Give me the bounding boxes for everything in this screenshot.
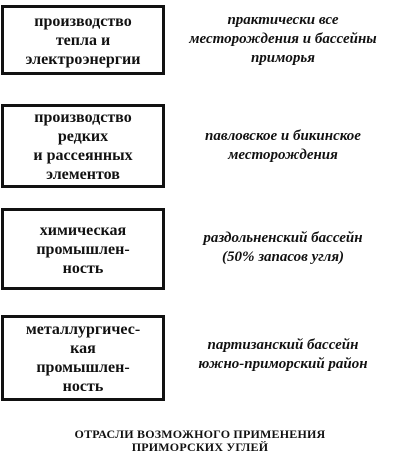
deposits-text-heat-power: практически все месторождения и бассейны приморья [189, 12, 377, 66]
deposits-text-chemical: раздольненский бассейн (50% запасов угля) [203, 230, 363, 265]
diagram-caption: ОТРАСЛИ ВОЗМОЖНОГО ПРИМЕНЕНИЯ ПРИМОРСКИХ УГЛЕЙ [74, 427, 326, 454]
industry-box-metallurgy [1, 315, 165, 401]
industry-label: производство тепла и электроэнергии [25, 12, 141, 68]
industry-box-chemical [1, 208, 165, 290]
industry-label: производство редких и рассеянных элементов [33, 109, 133, 183]
industry-box-heat-power [1, 5, 165, 75]
industry-box-rare-elements [1, 104, 165, 188]
industry-label: металлургичес- кая промышлен- ность [25, 321, 141, 395]
deposits-text-metallurgy: партизанский бассейн южно-приморский район [198, 337, 368, 372]
deposits-text-rare-elements: павловское и бикинское месторождения [205, 128, 361, 163]
industry-label: химическая промышлен- ность [36, 221, 130, 277]
